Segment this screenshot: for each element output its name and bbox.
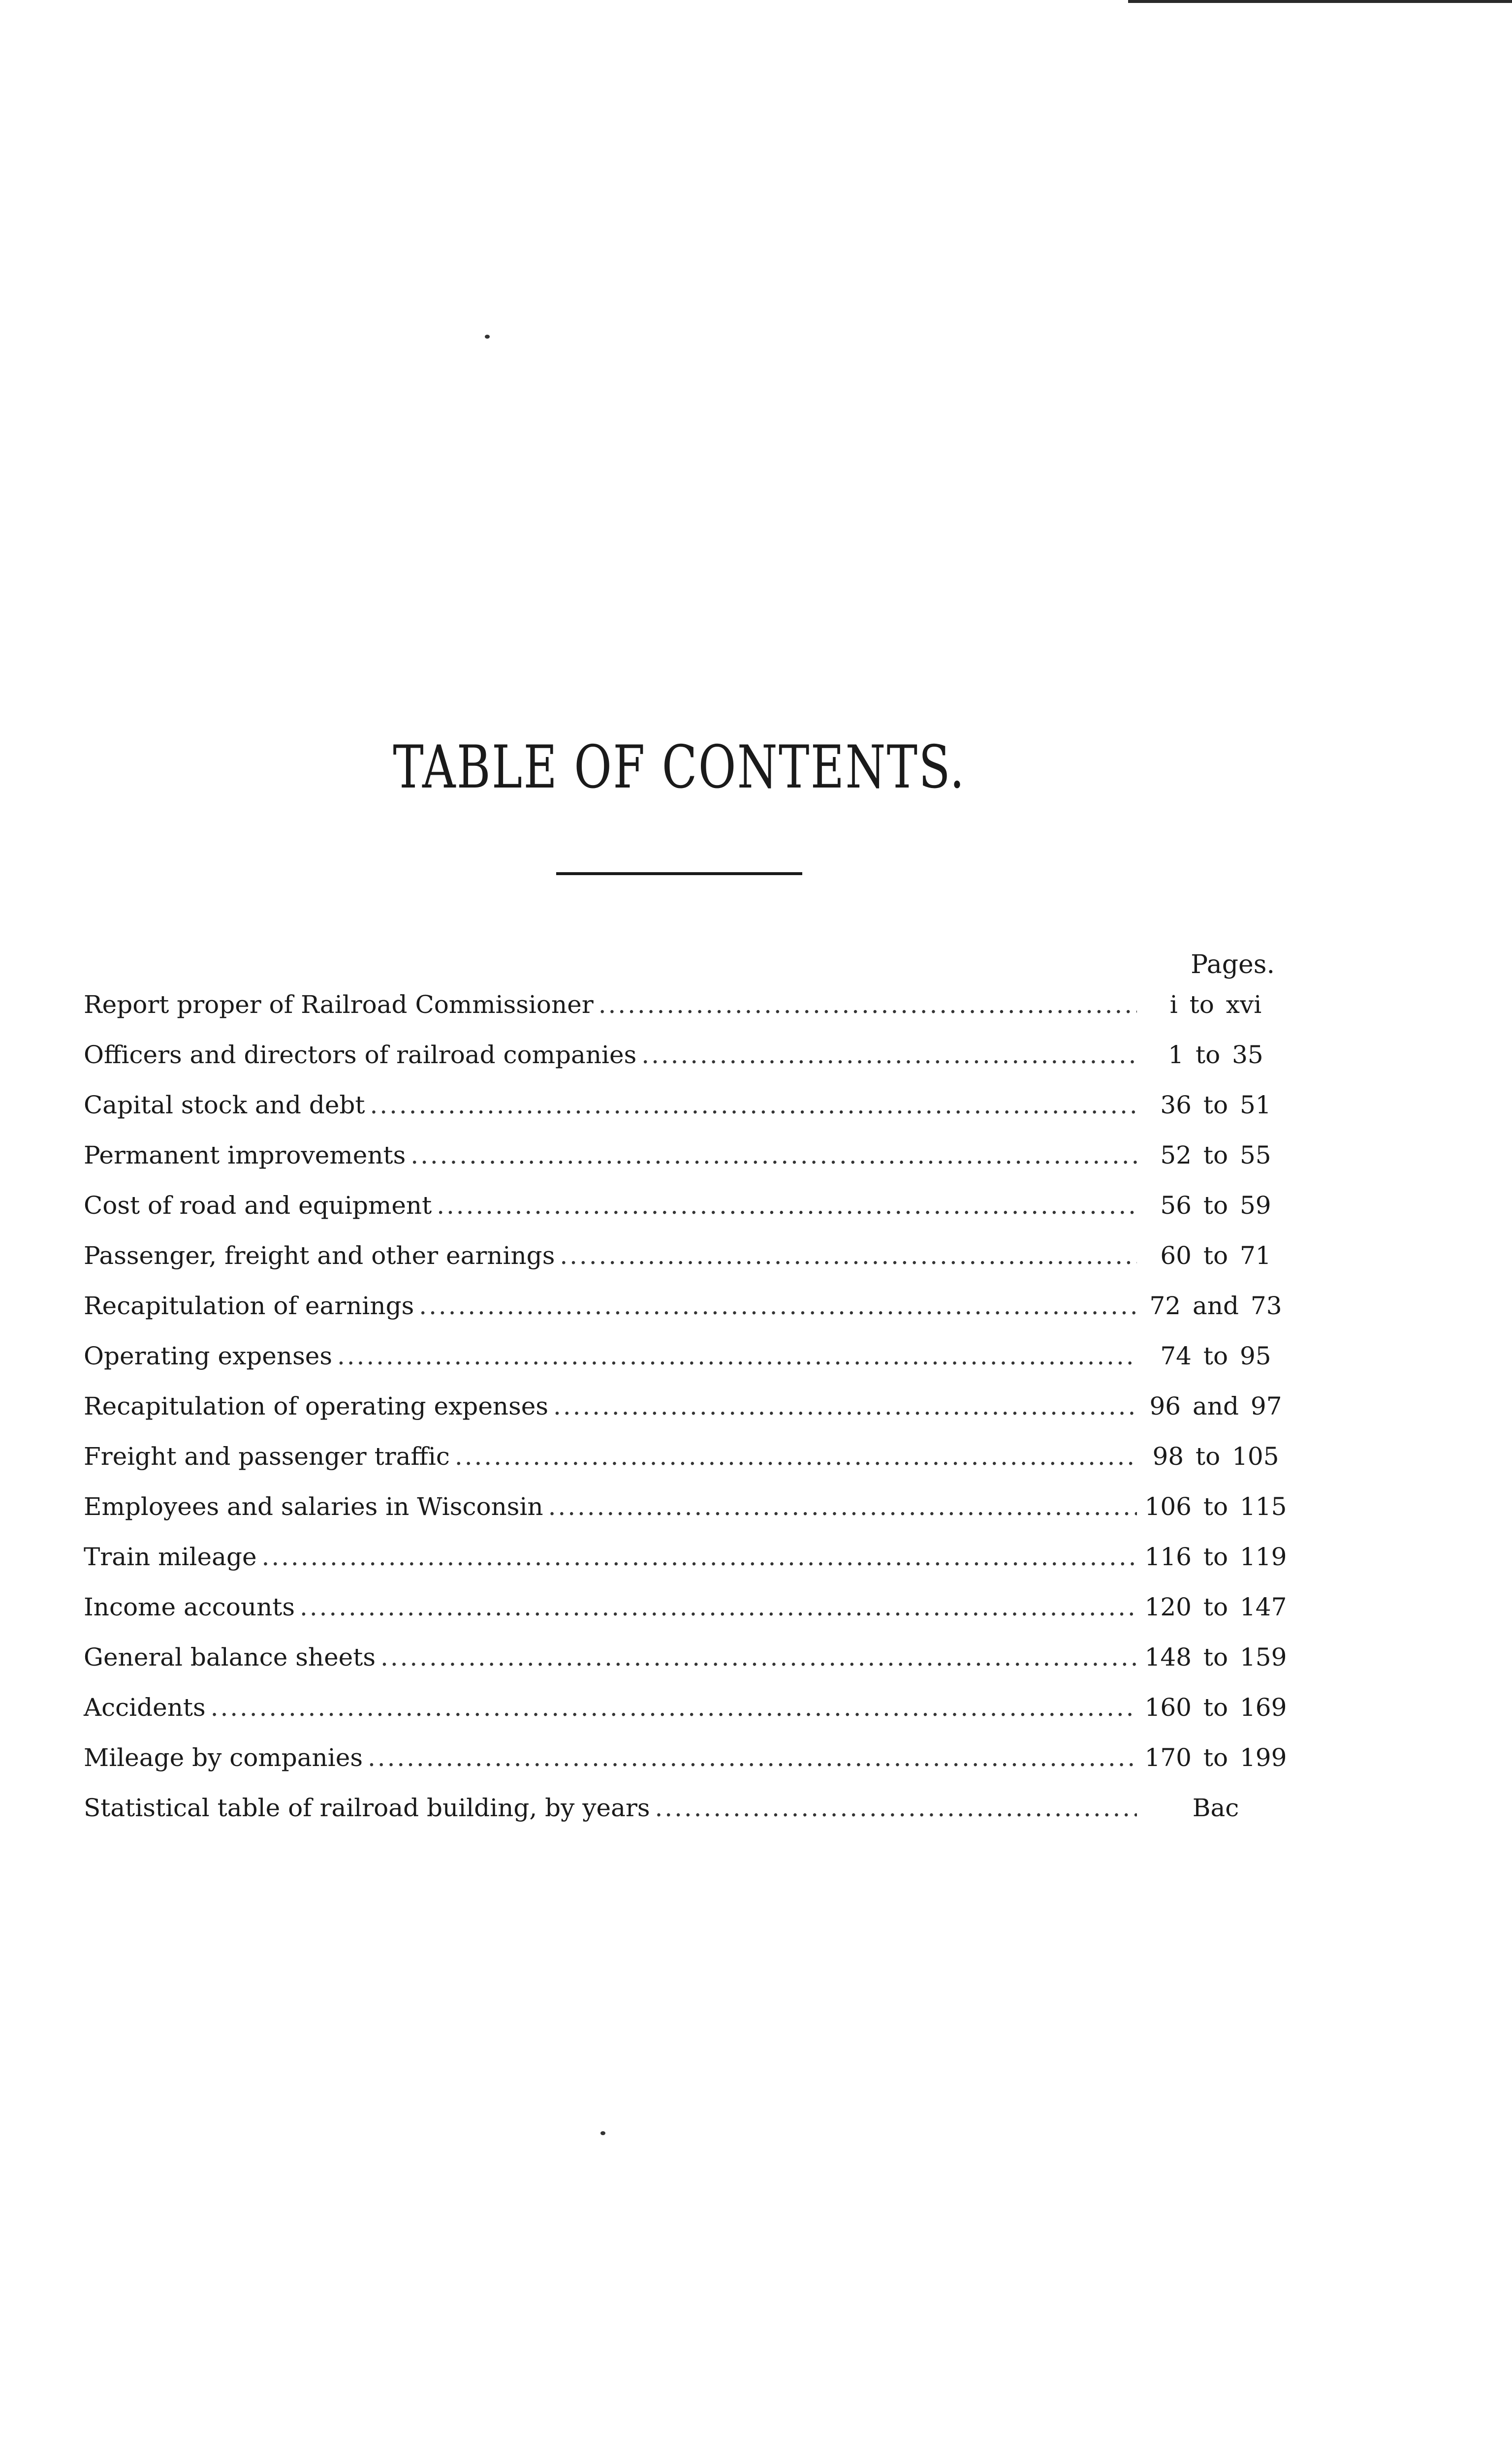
dot-leader	[560, 1230, 1137, 1281]
toc-entry-pages: 1 to 35	[1168, 1041, 1263, 1069]
toc-entry	[84, 1482, 1290, 1532]
toc-entry-label: Capital stock and debt	[84, 1091, 365, 1119]
toc-entry	[84, 979, 1290, 1030]
toc-entry-pages: 36 to 51	[1160, 1091, 1271, 1119]
toc-entry-pages: 72 and 73	[1149, 1292, 1282, 1320]
toc-entry-label: Permanent improvements	[84, 1141, 406, 1169]
dot-leader	[598, 979, 1137, 1030]
toc-entry-pages: 120 to 147	[1144, 1593, 1287, 1621]
toc-entry-pages: 52 to 55	[1160, 1141, 1271, 1169]
dot-leader	[455, 1431, 1137, 1482]
toc-entry-pages: 106 to 115	[1144, 1492, 1287, 1521]
toc-entry	[84, 1682, 1290, 1733]
toc-entry	[84, 1030, 1290, 1080]
toc-entry-label: Accidents	[84, 1693, 206, 1722]
dot-leader	[410, 1130, 1137, 1180]
toc-entry-label: Operating expenses	[84, 1342, 332, 1370]
toc-entry	[84, 1381, 1290, 1431]
toc-entry	[84, 1783, 1290, 1833]
top-corner-rule	[1128, 0, 1512, 3]
toc-entry-label: Income accounts	[84, 1593, 295, 1621]
dot-leader	[548, 1482, 1137, 1532]
toc-entry-label: Officers and directors of railroad companies	[84, 1041, 637, 1069]
title-underline	[556, 872, 802, 875]
toc-entry	[84, 1130, 1290, 1180]
toc-entry-pages: 56 to 59	[1160, 1191, 1271, 1220]
dot-leader	[368, 1733, 1137, 1783]
toc-entry-label: General balance sheets	[84, 1643, 376, 1672]
toc-entry-label: Statistical table of railroad building, by years	[84, 1794, 650, 1822]
dot-leader	[553, 1381, 1137, 1431]
toc-entry-pages: 98 to 105	[1152, 1442, 1279, 1471]
toc-entry-pages: 74 to 95	[1160, 1342, 1271, 1370]
dot-leader	[211, 1682, 1137, 1733]
toc-entry-pages: 170 to 199	[1144, 1743, 1287, 1772]
toc-entry-label: Mileage by companies	[84, 1743, 363, 1772]
toc-entry	[84, 1080, 1290, 1130]
toc-entry-pages: 160 to 169	[1144, 1693, 1287, 1722]
toc-entry	[84, 1582, 1290, 1632]
dot-leader	[380, 1632, 1137, 1682]
dot-leader	[300, 1582, 1137, 1632]
toc-entry	[84, 1632, 1290, 1682]
toc-entry-label: Employees and salaries in Wisconsin	[84, 1492, 543, 1521]
ink-speck	[600, 2131, 605, 2135]
dot-leader	[337, 1331, 1137, 1381]
toc-entry-label: Freight and passenger traffic	[84, 1442, 450, 1471]
toc-entry	[84, 1431, 1290, 1482]
page-title: TABLE OF CONTENTS.	[393, 733, 966, 802]
dot-leader	[419, 1281, 1137, 1331]
toc-entry-label: Passenger, freight and other earnings	[84, 1241, 555, 1270]
toc-entry	[84, 1230, 1290, 1281]
toc-entry-pages: 96 and 97	[1149, 1392, 1282, 1420]
ink-speck	[485, 335, 490, 339]
toc-entry-pages: 148 to 159	[1144, 1643, 1287, 1672]
pages-column-heading: Pages.	[1191, 950, 1275, 979]
toc-entry-pages: 60 to 71	[1160, 1241, 1271, 1270]
toc-entry-label: Recapitulation of earnings	[84, 1292, 414, 1320]
toc-entry	[84, 1331, 1290, 1381]
toc-entry-label: Report proper of Railroad Commissioner	[84, 990, 594, 1019]
toc-entry-label: Train mileage	[84, 1543, 257, 1571]
dot-leader	[641, 1030, 1137, 1080]
toc-entry	[84, 1733, 1290, 1783]
toc-entry	[84, 1180, 1290, 1230]
toc-entry-pages: 116 to 119	[1144, 1543, 1287, 1571]
contents-list	[84, 979, 1290, 1833]
toc-entry	[84, 1532, 1290, 1582]
toc-entry	[84, 1281, 1290, 1331]
toc-entry-pages: i to xvi	[1169, 990, 1262, 1019]
dot-leader	[655, 1783, 1137, 1833]
toc-entry-label: Cost of road and equipment	[84, 1191, 432, 1220]
dot-leader	[370, 1080, 1137, 1130]
toc-entry-label: Recapitulation of operating expenses	[84, 1392, 549, 1420]
toc-entry-pages: Bac	[1192, 1794, 1239, 1822]
dot-leader	[262, 1532, 1137, 1582]
dot-leader	[437, 1180, 1137, 1230]
